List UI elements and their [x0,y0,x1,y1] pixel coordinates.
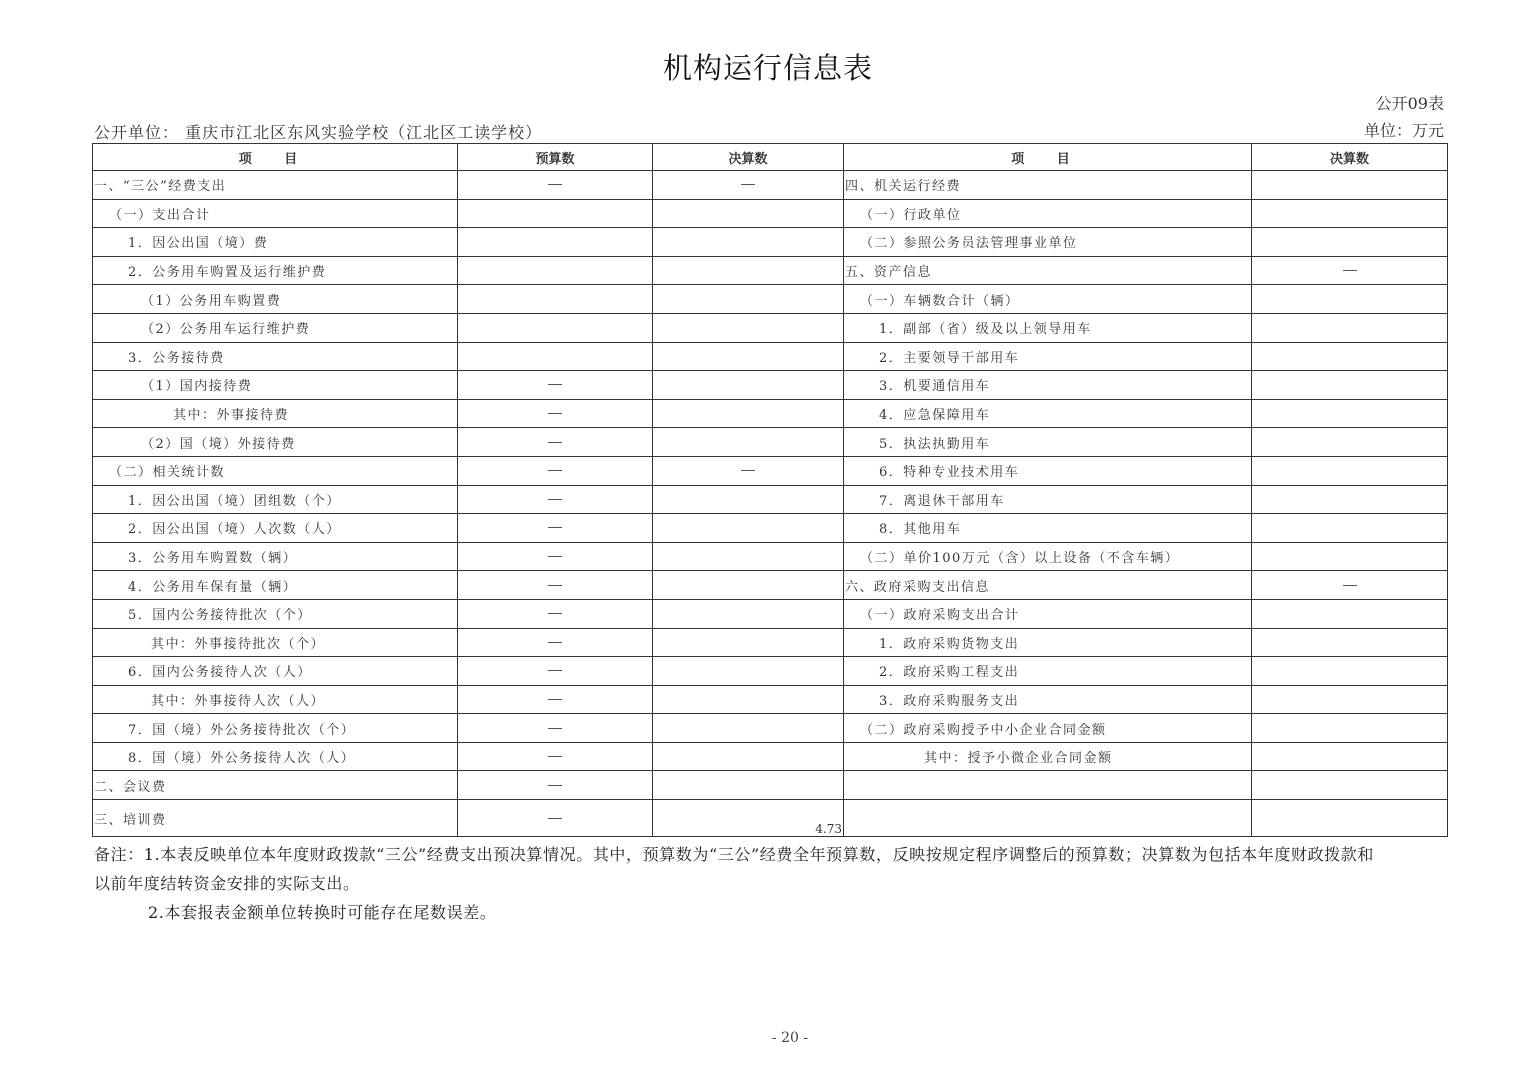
table-row [93,514,1448,543]
right-final-cell [1252,399,1448,428]
final-cell [653,514,844,543]
table-row [93,342,1448,371]
right-final-cell [1252,485,1448,514]
table-row [93,371,1448,400]
dash-placeholder-icon [548,756,562,757]
final-cell [653,542,844,571]
notes [94,840,1484,927]
dash-placeholder-icon [1343,270,1357,271]
final-cell [653,571,844,600]
table-row [93,428,1448,457]
page-number: - 20 - [771,1030,809,1046]
left-item-cell: 6．国内公务接待人次（人） [93,657,458,686]
header-final: 决算数 [653,144,844,171]
table-row [93,228,1448,257]
right-item-cell: （一）车辆数合计（辆） [844,285,1252,314]
form-number: 公开09表 [1375,94,1444,113]
budget-cell [458,313,653,342]
dash-placeholder-icon [1343,585,1357,586]
budget-cell [458,199,653,228]
right-final-cell [1252,228,1448,257]
right-final-cell [1252,199,1448,228]
budget-cell [458,256,653,285]
final-cell [653,599,844,628]
right-final-cell [1252,714,1448,743]
left-item-cell: 2．公务用车购置及运行维护费 [93,256,458,285]
header-right-final: 决算数 [1252,144,1448,171]
publisher-label: 公开单位： 重庆市江北区东风实验学校（江北区工读学校） [94,123,543,142]
table-row [93,800,1448,837]
right-final-cell [1252,342,1448,371]
right-item-cell: 1．副部（省）级及以上领导用车 [844,313,1252,342]
right-item-cell: 3．机要通信用车 [844,371,1252,400]
right-final-cell [1252,456,1448,485]
left-item-cell: 其中：外事接待费 [93,399,458,428]
final-cell: 4.73 [653,800,844,837]
final-cell [653,657,844,686]
left-item-cell: （一）支出合计 [93,199,458,228]
dash-placeholder-icon [741,184,755,185]
dash-placeholder-icon [548,413,562,414]
left-item-cell: 其中：外事接待人次（人） [93,685,458,714]
budget-cell [458,514,653,543]
table-row [93,599,1448,628]
right-item-cell: （一）行政单位 [844,199,1252,228]
right-item-cell: 2．政府采购工程支出 [844,657,1252,686]
right-final-cell [1252,256,1448,285]
final-cell [653,456,844,485]
dash-placeholder-icon [548,785,562,786]
table-row [93,771,1448,800]
left-item-cell: 一、“三公”经费支出 [93,171,458,200]
budget-cell [458,599,653,628]
table-row [93,313,1448,342]
right-item-cell: （一）政府采购支出合计 [844,599,1252,628]
left-item-cell: 1．因公出国（境）团组数（个） [93,485,458,514]
right-item-cell: 5．执法执勤用车 [844,428,1252,457]
final-cell [653,742,844,771]
right-item-cell: （二）参照公务员法管理事业单位 [844,228,1252,257]
dash-placeholder-icon [548,556,562,557]
budget-cell [458,571,653,600]
table-row [93,714,1448,743]
dash-placeholder-icon [548,470,562,471]
table-row [93,171,1448,200]
right-item-cell: 4．应急保障用车 [844,399,1252,428]
left-item-cell: 3．公务接待费 [93,342,458,371]
left-item-cell: （二）相关统计数 [93,456,458,485]
right-item-cell: 六、政府采购支出信息 [844,571,1252,600]
final-cell [653,685,844,714]
final-cell [653,256,844,285]
budget-cell [458,342,653,371]
right-final-cell [1252,571,1448,600]
table-row [93,399,1448,428]
note-line-2: 以前年度结转资金安排的实际支出。 [94,874,360,893]
dash-placeholder-icon [548,184,562,185]
budget-cell [458,771,653,800]
table-row [93,571,1448,600]
unit-label: 单位：万元 [1363,121,1444,140]
budget-cell [458,742,653,771]
right-item-cell: （二）单价100万元（含）以上设备（不含车辆） [844,542,1252,571]
final-cell [653,371,844,400]
left-item-cell: 1．因公出国（境）费 [93,228,458,257]
budget-cell [458,657,653,686]
left-item-cell: （2）国（境）外接待费 [93,428,458,457]
budget-cell [458,428,653,457]
final-cell [653,714,844,743]
left-item-cell: 8．国（境）外公务接待人次（人） [93,742,458,771]
left-item-cell: 3．公务用车购置数（辆） [93,542,458,571]
final-cell [653,428,844,457]
left-item-cell: （1）国内接待费 [93,371,458,400]
final-cell [653,771,844,800]
budget-cell [458,371,653,400]
final-cell [653,228,844,257]
right-final-cell [1252,542,1448,571]
table-row [93,628,1448,657]
budget-cell [458,485,653,514]
budget-cell [458,628,653,657]
dash-placeholder-icon [548,442,562,443]
budget-cell [458,171,653,200]
right-final-cell [1252,313,1448,342]
dash-placeholder-icon [548,670,562,671]
final-cell [653,628,844,657]
final-cell [653,171,844,200]
dash-placeholder-icon [548,384,562,385]
right-item-cell: 8．其他用车 [844,514,1252,543]
dash-placeholder-icon [548,499,562,500]
left-item-cell: 5．国内公务接待批次（个） [93,599,458,628]
table-header-row [93,144,1448,171]
right-final-cell [1252,657,1448,686]
budget-cell [458,456,653,485]
header-budget: 预算数 [458,144,653,171]
right-item-cell: 四、机关运行经费 [844,171,1252,200]
left-item-cell: （1）公务用车购置费 [93,285,458,314]
table-row [93,542,1448,571]
right-item-cell: 其中：授予小微企业合同金额 [844,742,1252,771]
right-item-cell: 7．离退休干部用车 [844,485,1252,514]
table-row [93,456,1448,485]
budget-cell [458,285,653,314]
right-final-cell [1252,371,1448,400]
right-final-cell [1252,800,1448,837]
table-row [93,256,1448,285]
dash-placeholder-icon [548,642,562,643]
final-cell [653,313,844,342]
right-item-cell [844,771,1252,800]
budget-cell [458,800,653,837]
budget-cell [458,714,653,743]
left-item-cell: 7．国（境）外公务接待批次（个） [93,714,458,743]
final-cell [653,485,844,514]
dash-placeholder-icon [548,699,562,700]
right-item-cell [844,800,1252,837]
left-item-cell: 2．因公出国（境）人次数（人） [93,514,458,543]
budget-cell [458,399,653,428]
right-final-cell [1252,742,1448,771]
left-item-cell: 4．公务用车保有量（辆） [93,571,458,600]
final-cell [653,199,844,228]
right-final-cell [1252,685,1448,714]
right-item-cell: 3．政府采购服务支出 [844,685,1252,714]
note-line-1: 备注：1.本表反映单位本年度财政拨款“三公”经费支出预决算情况。其中，预算数为“三公”经费全年预算数，反映按规定程序调整后的预算数；决算数为包括本年度财政拨款和 [94,845,1374,864]
final-cell [653,399,844,428]
left-item-cell: （2）公务用车运行维护费 [93,313,458,342]
final-cell [653,285,844,314]
budget-cell [458,228,653,257]
header-right-item: 项 目 [844,144,1252,171]
dash-placeholder-icon [548,728,562,729]
table-row [93,657,1448,686]
final-cell [653,342,844,371]
dash-placeholder-icon [548,527,562,528]
left-item-cell: 三、培训费 [93,800,458,837]
right-final-cell [1252,514,1448,543]
right-final-cell [1252,599,1448,628]
left-item-cell: 二、会议费 [93,771,458,800]
header-left-item: 项 目 [93,144,458,171]
budget-cell [458,685,653,714]
institution-operation-table [92,143,1448,837]
right-item-cell: 1．政府采购货物支出 [844,628,1252,657]
left-item-cell: 其中：外事接待批次（个） [93,628,458,657]
note-line-3: 2.本套报表金额单位转换时可能存在尾数误差。 [148,903,497,922]
dash-placeholder-icon [548,818,562,819]
table-row [93,485,1448,514]
right-final-cell [1252,771,1448,800]
table-row [93,742,1448,771]
table-row [93,685,1448,714]
right-item-cell: 2．主要领导干部用车 [844,342,1252,371]
right-final-cell [1252,628,1448,657]
budget-cell [458,542,653,571]
right-final-cell [1252,171,1448,200]
right-final-cell [1252,285,1448,314]
right-final-cell [1252,428,1448,457]
page-title: 机构运行信息表 [662,51,873,85]
dash-placeholder-icon [548,585,562,586]
right-item-cell: （二）政府采购授予中小企业合同金额 [844,714,1252,743]
right-item-cell: 6．特种专业技术用车 [844,456,1252,485]
dash-placeholder-icon [548,613,562,614]
right-item-cell: 五、资产信息 [844,256,1252,285]
table-row [93,285,1448,314]
dash-placeholder-icon [741,470,755,471]
table-row [93,199,1448,228]
